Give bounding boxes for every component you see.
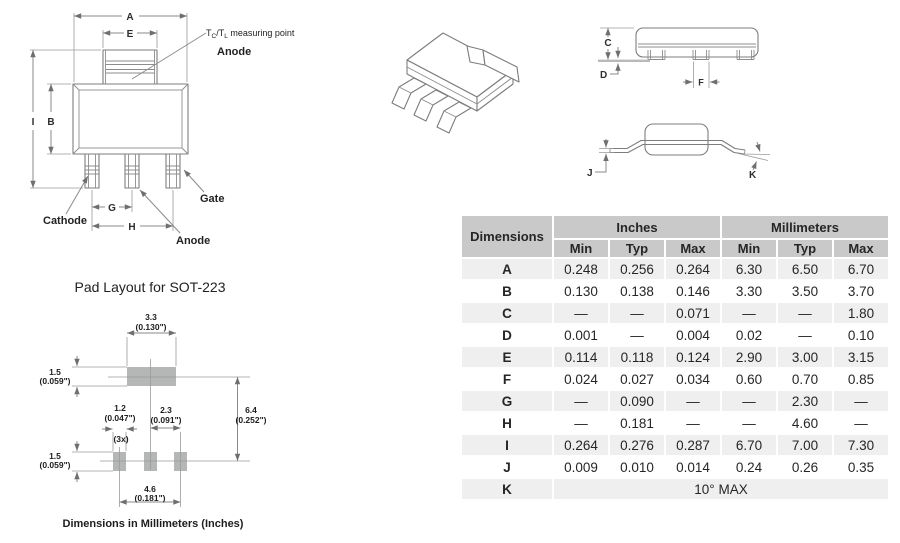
value-cell: 6.30 — [722, 259, 776, 279]
top-pad-height-in: (0.059") — [39, 376, 71, 386]
value-cell: — — [610, 325, 664, 345]
dimensions-table — [460, 214, 890, 501]
row-label: A — [462, 259, 552, 279]
table-row — [462, 303, 888, 323]
value-cell: — — [554, 303, 608, 323]
value-cell: — — [722, 413, 776, 433]
inches-group-header: Inches — [554, 216, 720, 238]
value-cell: 0.138 — [610, 281, 664, 301]
lead-gate — [166, 154, 180, 188]
value-cell: 0.248 — [554, 259, 608, 279]
subheader-min-mm: Min — [722, 240, 776, 257]
table-group-header-row — [462, 216, 888, 238]
table-row — [462, 413, 888, 433]
table-row — [462, 347, 888, 367]
value-cell: 0.24 — [722, 457, 776, 477]
value-cell: 0.256 — [610, 259, 664, 279]
row-label: D — [462, 325, 552, 345]
value-cell: 6.70 — [722, 435, 776, 455]
top-pad-width-mm: 3.3 — [145, 312, 157, 322]
value-cell: 0.124 — [666, 347, 720, 367]
row-label: I — [462, 435, 552, 455]
cathode-label: Cathode — [43, 215, 87, 227]
lead-pad-width-mm: 1.2 — [114, 403, 126, 413]
value-cell: 0.10 — [834, 325, 888, 345]
tab-outline — [103, 50, 157, 84]
value-cell: 0.02 — [722, 325, 776, 345]
value-cell: — — [666, 391, 720, 411]
row-label: K — [462, 479, 552, 499]
body-outline — [73, 84, 188, 154]
value-cell: 6.50 — [778, 259, 832, 279]
dim-label-k: K — [749, 170, 757, 181]
value-cell: 7.30 — [834, 435, 888, 455]
subheader-max-mm: Max — [834, 240, 888, 257]
value-cell: 0.264 — [554, 435, 608, 455]
value-cell: 0.090 — [610, 391, 664, 411]
value-cell: — — [722, 303, 776, 323]
table-row — [462, 435, 888, 455]
dim-label-a: A — [126, 12, 134, 23]
value-cell: 0.014 — [666, 457, 720, 477]
dim-label-b: B — [47, 117, 55, 128]
row-label: B — [462, 281, 552, 301]
table-row — [462, 391, 888, 411]
table-row — [462, 325, 888, 345]
value-cell: 0.034 — [666, 369, 720, 389]
vertical-span-mm: 6.4 — [245, 405, 257, 415]
table-row — [462, 281, 888, 301]
value-cell: 2.90 — [722, 347, 776, 367]
lead-pad-height-mm: 1.5 — [49, 451, 61, 461]
dim-label-f: F — [698, 77, 704, 88]
value-cell: 0.130 — [554, 281, 608, 301]
dimensions-column-header: Dimensions — [462, 216, 552, 257]
pitch-mm: 2.3 — [160, 405, 172, 415]
iso-tab-step — [467, 46, 485, 65]
value-cell: 0.009 — [554, 457, 608, 477]
value-cell: 0.35 — [834, 457, 888, 477]
pad-layout-footer: Dimensions in Millimeters (Inches) — [62, 518, 244, 530]
value-cell: 7.00 — [778, 435, 832, 455]
lead-pad-height-in: (0.059") — [39, 460, 71, 470]
subheader-typ-mm: Typ — [778, 240, 832, 257]
top-pad-width-in: (0.130") — [135, 322, 167, 332]
dim-label-i: I — [31, 117, 35, 128]
dim-label-c: C — [604, 38, 612, 49]
lead-cathode — [85, 154, 99, 188]
value-cell: — — [554, 413, 608, 433]
value-cell: 0.146 — [666, 281, 720, 301]
table-row — [462, 369, 888, 389]
end-view — [598, 28, 758, 88]
value-cell: 0.004 — [666, 325, 720, 345]
value-cell: 2.30 — [778, 391, 832, 411]
pad-layout-title: Pad Layout for SOT-223 — [74, 279, 226, 295]
dim-label-h: H — [128, 222, 136, 233]
table-row — [462, 259, 888, 279]
table-row — [462, 457, 888, 477]
table-row — [462, 479, 888, 499]
value-cell: — — [834, 413, 888, 433]
value-cell: 0.001 — [554, 325, 608, 345]
anode-top-label: Anode — [217, 46, 252, 58]
row-label: J — [462, 457, 552, 477]
front-view — [30, 12, 295, 247]
millimeters-group-header: Millimeters — [722, 216, 888, 238]
lead-anode — [125, 154, 139, 188]
value-cell: 0.287 — [666, 435, 720, 455]
value-cell: 3.30 — [722, 281, 776, 301]
iso-view — [392, 33, 519, 133]
value-cell: 4.60 — [778, 413, 832, 433]
top-pad-height-mm: 1.5 — [49, 367, 61, 377]
value-cell: — — [610, 303, 664, 323]
pad-count-label: (3x) — [113, 434, 129, 444]
value-cell: 0.70 — [778, 369, 832, 389]
pad-span-mm: 4.6 — [144, 484, 156, 494]
anode-bottom-label: Anode — [176, 235, 211, 247]
value-cell: — — [554, 391, 608, 411]
row-label: G — [462, 391, 552, 411]
value-cell: — — [666, 413, 720, 433]
subheader-typ-in: Typ — [610, 240, 664, 257]
gate-label: Gate — [200, 193, 225, 205]
tab-pad — [127, 367, 176, 386]
value-cell: 0.181 — [610, 413, 664, 433]
lead-pad-width-in: (0.047") — [104, 413, 136, 423]
value-cell: 3.00 — [778, 347, 832, 367]
vertical-span-in: (0.252") — [235, 415, 267, 425]
value-cell: 0.264 — [666, 259, 720, 279]
value-cell: 0.85 — [834, 369, 888, 389]
dim-label-d: D — [600, 70, 608, 81]
pad-layout — [40, 279, 267, 530]
value-cell-span: 10° MAX — [554, 479, 888, 499]
pad-span-in: (0.181") — [134, 493, 166, 503]
subheader-max-in: Max — [666, 240, 720, 257]
value-cell: 6.70 — [834, 259, 888, 279]
measuring-point-label: $T_C/T_L$ measuring point — [206, 28, 295, 40]
value-cell: 0.60 — [722, 369, 776, 389]
row-label: C — [462, 303, 552, 323]
value-cell: — — [834, 391, 888, 411]
value-cell: 1.80 — [834, 303, 888, 323]
profile-view — [587, 124, 770, 181]
pitch-in: (0.091") — [150, 415, 182, 425]
value-cell: 3.70 — [834, 281, 888, 301]
value-cell: 0.26 — [778, 457, 832, 477]
value-cell: — — [778, 325, 832, 345]
subheader-min-in: Min — [554, 240, 608, 257]
value-cell: 0.027 — [610, 369, 664, 389]
value-cell: 0.071 — [666, 303, 720, 323]
value-cell: 3.15 — [834, 347, 888, 367]
value-cell: 0.010 — [610, 457, 664, 477]
value-cell: — — [778, 303, 832, 323]
value-cell: 0.114 — [554, 347, 608, 367]
dim-label-j: J — [587, 168, 593, 179]
value-cell: — — [722, 391, 776, 411]
value-cell: 3.50 — [778, 281, 832, 301]
row-label: F — [462, 369, 552, 389]
row-label: E — [462, 347, 552, 367]
row-label: H — [462, 413, 552, 433]
value-cell: 0.024 — [554, 369, 608, 389]
value-cell: 0.118 — [610, 347, 664, 367]
value-cell: 0.276 — [610, 435, 664, 455]
dim-label-e: E — [126, 29, 134, 40]
dim-label-g: G — [108, 203, 116, 214]
